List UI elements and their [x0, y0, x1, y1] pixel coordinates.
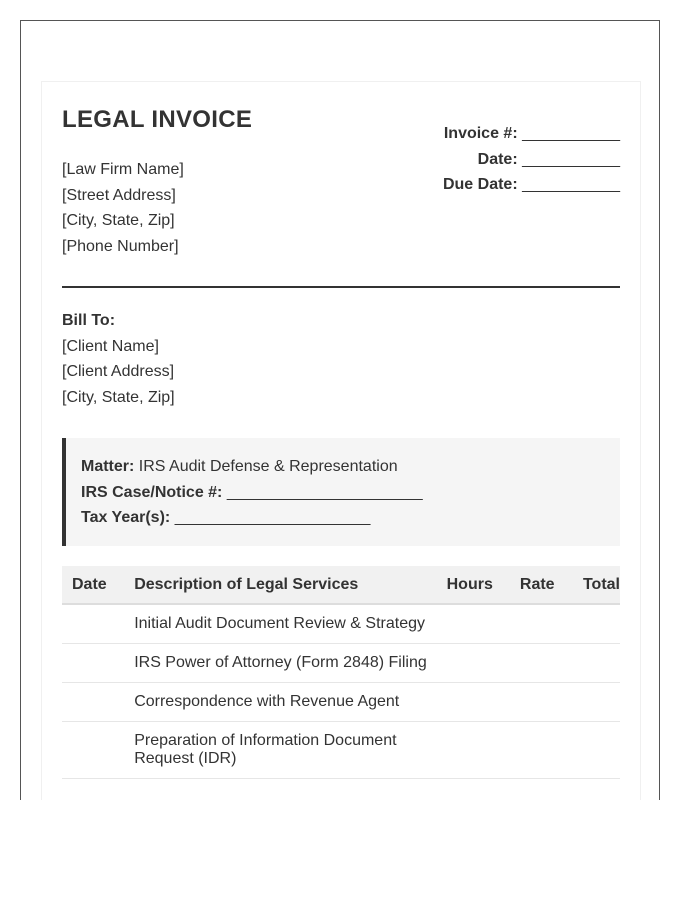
cell-rate — [510, 604, 573, 644]
firm-city-state-zip: [City, State, Zip] — [62, 212, 175, 229]
cell-total — [573, 683, 620, 722]
invoice-number-value: ___________ — [522, 125, 620, 142]
header-divider — [62, 286, 620, 288]
cell-date — [62, 644, 124, 683]
cell-rate — [510, 722, 573, 779]
cell-date — [62, 722, 124, 779]
matter-box — [62, 438, 620, 546]
table-row — [62, 604, 620, 644]
document-frame — [20, 20, 660, 800]
cell-rate — [510, 644, 573, 683]
invoice-date-row — [443, 147, 620, 173]
due-date-label: Due Date: — [442, 176, 518, 193]
invoice-meta — [443, 121, 620, 198]
cell-total — [573, 722, 620, 779]
cell-date — [62, 683, 124, 722]
cell-rate — [510, 683, 573, 722]
bill-to-label: Bill To: — [62, 312, 116, 329]
cell-description: IRS Power of Attorney (Form 2848) Filing — [124, 644, 436, 683]
cell-hours — [437, 644, 510, 683]
cell-description: Initial Audit Document Review & Strategy — [124, 604, 436, 644]
header-row — [62, 566, 620, 604]
table-row — [62, 644, 620, 683]
client-city-state-zip: [City, State, Zip] — [62, 388, 175, 406]
due-date-row — [443, 172, 620, 198]
invoice-page — [41, 81, 641, 800]
services-table-header — [62, 566, 620, 604]
law-firm-info — [62, 157, 184, 259]
cell-hours — [437, 604, 510, 644]
matter-row — [81, 454, 620, 480]
invoice-number-label: Invoice #: — [443, 125, 518, 142]
client-address: [Client Address] — [62, 363, 175, 380]
firm-phone-number: [Phone Number] — [62, 237, 179, 255]
tax-year-label: Tax Year(s): — [81, 509, 171, 526]
tax-year-value: ______________________ — [174, 509, 371, 526]
column-header-hours: Hours — [446, 575, 493, 593]
invoice-date-label: Date: — [477, 150, 518, 168]
irs-case-row — [81, 480, 620, 506]
matter-value: IRS Audit Defense & Representation — [138, 458, 398, 475]
firm-name: [Law Firm Name] — [62, 161, 184, 178]
column-header-rate: Rate — [519, 575, 555, 593]
table-row — [62, 722, 620, 779]
cell-description: Preparation of Information Document Request (IDR) — [124, 722, 436, 779]
column-header-date: Date — [72, 575, 107, 593]
invoice-title: LEGAL INVOICE — [62, 106, 253, 133]
irs-case-value: ______________________ — [226, 483, 423, 501]
cell-date — [62, 604, 124, 644]
bill-to-section — [62, 308, 175, 410]
column-header-total: Total — [582, 575, 620, 593]
due-date-value: ___________ — [522, 176, 620, 193]
cell-total — [573, 604, 620, 644]
column-header-description: Description of Legal Services — [134, 575, 359, 593]
tax-year-row — [81, 505, 620, 531]
table-row — [62, 683, 620, 722]
irs-case-label: IRS Case/Notice #: — [81, 483, 223, 501]
invoice-number-row — [443, 121, 620, 147]
firm-street-address: [Street Address] — [62, 186, 176, 204]
cell-hours — [437, 722, 510, 779]
services-table-body — [62, 604, 620, 779]
invoice-date-value: ___________ — [522, 150, 620, 168]
client-name: [Client Name] — [62, 337, 159, 355]
cell-description: Correspondence with Revenue Agent — [124, 683, 436, 722]
cell-total — [573, 644, 620, 683]
services-table — [62, 566, 620, 779]
cell-hours — [437, 683, 510, 722]
matter-label: Matter: — [81, 458, 135, 475]
